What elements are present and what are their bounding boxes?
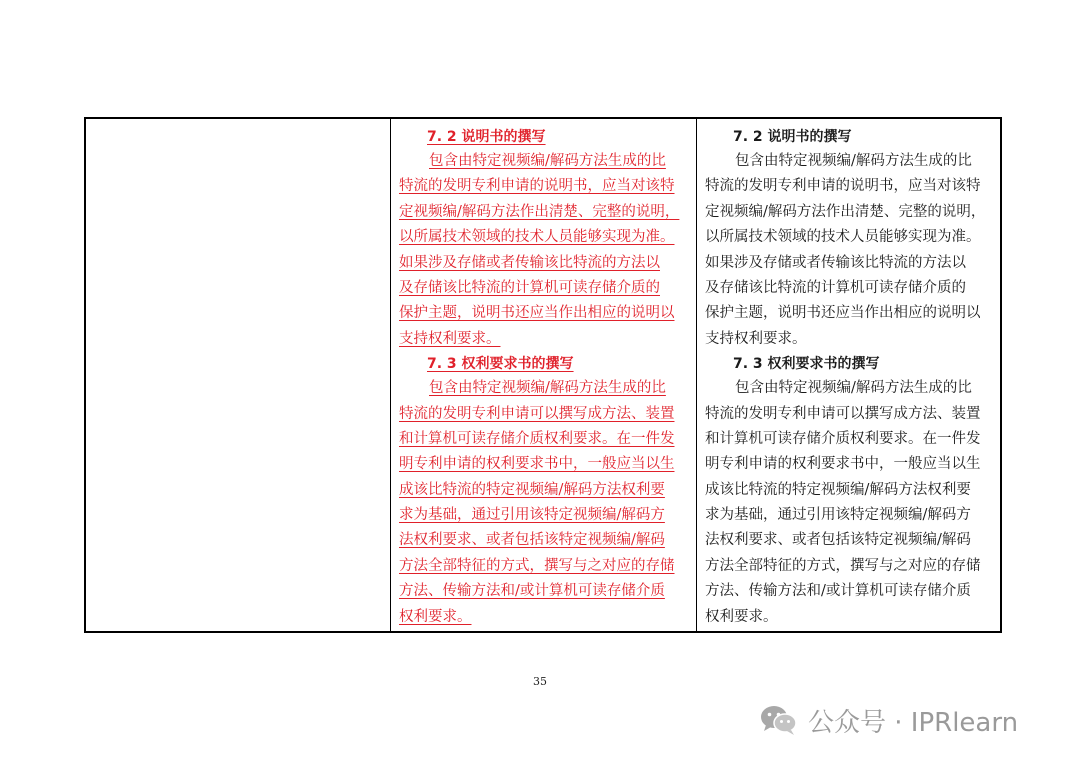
paragraph-line: 成该比特流的特定视频编/解码方法权利要 <box>399 481 665 498</box>
comparison-table <box>84 117 1002 633</box>
paragraph-line: 求为基础，通过引用该特定视频编/解码方 <box>705 507 971 524</box>
watermark <box>760 700 1018 740</box>
paragraph-line: 及存储该比特流的计算机可读存储介质的 <box>705 279 966 296</box>
paragraph-line: 以所属技术领域的技术人员能够实现为准。 <box>705 229 981 246</box>
section-heading-7-3: 7. 3 权利要求书的撰写 <box>427 356 574 373</box>
empty-left-column <box>86 119 391 631</box>
paragraph-line: 特流的发明专利申请可以撰写成方法、装置 <box>705 405 981 422</box>
wechat-icon <box>760 704 798 736</box>
paragraph-line: 明专利申请的权利要求书中，一般应当以生 <box>705 456 981 473</box>
paragraph-line: 定视频编/解码方法作出清楚、完整的说明， <box>399 203 680 220</box>
paragraph-line: 方法、传输方法和/或计算机可读存储介质 <box>705 583 971 600</box>
paragraph-line: 保护主题，说明书还应当作出相应的说明以 <box>399 305 675 322</box>
paragraph-line: 明专利申请的权利要求书中，一般应当以生 <box>399 456 675 473</box>
paragraph-line: 包含由特定视频编/解码方法生成的比 <box>735 153 972 169</box>
paragraph-line: 求为基础，通过引用该特定视频编/解码方 <box>399 507 665 524</box>
paragraph-line: 权利要求。 <box>399 608 472 625</box>
paragraph-line: 包含由特定视频编/解码方法生成的比 <box>735 380 972 397</box>
paragraph-line: 定视频编/解码方法作出清楚、完整的说明， <box>705 203 986 220</box>
paragraph-line: 法权利要求、或者包括该特定视频编/解码 <box>705 532 971 549</box>
paragraph-line: 权利要求。 <box>705 608 778 625</box>
watermark-text: 公众号 · IPRlearn <box>808 707 1019 738</box>
paragraph-line: 保护主题，说明书还应当作出相应的说明以 <box>705 305 981 322</box>
paragraph-line: 特流的发明专利申请可以撰写成方法、装置 <box>399 405 675 422</box>
paragraph-line: 特流的发明专利申请的说明书，应当对该特 <box>399 178 675 195</box>
paragraph-line: 支持权利要求。 <box>705 330 807 347</box>
plain-text-column <box>697 119 1000 631</box>
highlighted-text-column <box>391 119 697 631</box>
paragraph-line: 和计算机可读存储介质权利要求。在一件发 <box>705 430 981 447</box>
section-heading-7-3: 7. 3 权利要求书的撰写 <box>733 356 880 373</box>
paragraph-line: 以所属技术领域的技术人员能够实现为准。 <box>399 229 675 246</box>
paragraph-line: 方法全部特征的方式，撰写与之对应的存储 <box>705 557 981 574</box>
paragraph-line: 支持权利要求。 <box>399 330 501 347</box>
paragraph-line: 如果涉及存储或者传输该比特流的方法以 <box>705 254 966 271</box>
paragraph-line: 包含由特定视频编/解码方法生成的比 <box>429 153 666 169</box>
page-number: 35 <box>533 675 547 688</box>
section-heading-7-2: 7. 2 说明书的撰写 <box>427 129 546 145</box>
section-heading-7-2: 7. 2 说明书的撰写 <box>733 129 852 145</box>
paragraph-line: 和计算机可读存储介质权利要求。在一件发 <box>399 430 675 447</box>
paragraph-line: 方法、传输方法和/或计算机可读存储介质 <box>399 583 665 600</box>
paragraph-line: 方法全部特征的方式，撰写与之对应的存储 <box>399 557 675 574</box>
paragraph-line: 法权利要求、或者包括该特定视频编/解码 <box>399 532 665 549</box>
paragraph-line: 如果涉及存储或者传输该比特流的方法以 <box>399 254 660 271</box>
paragraph-line: 及存储该比特流的计算机可读存储介质的 <box>399 279 660 296</box>
paragraph-line: 特流的发明专利申请的说明书，应当对该特 <box>705 178 981 195</box>
paragraph-line: 包含由特定视频编/解码方法生成的比 <box>429 380 666 397</box>
paragraph-line: 成该比特流的特定视频编/解码方法权利要 <box>705 481 971 498</box>
